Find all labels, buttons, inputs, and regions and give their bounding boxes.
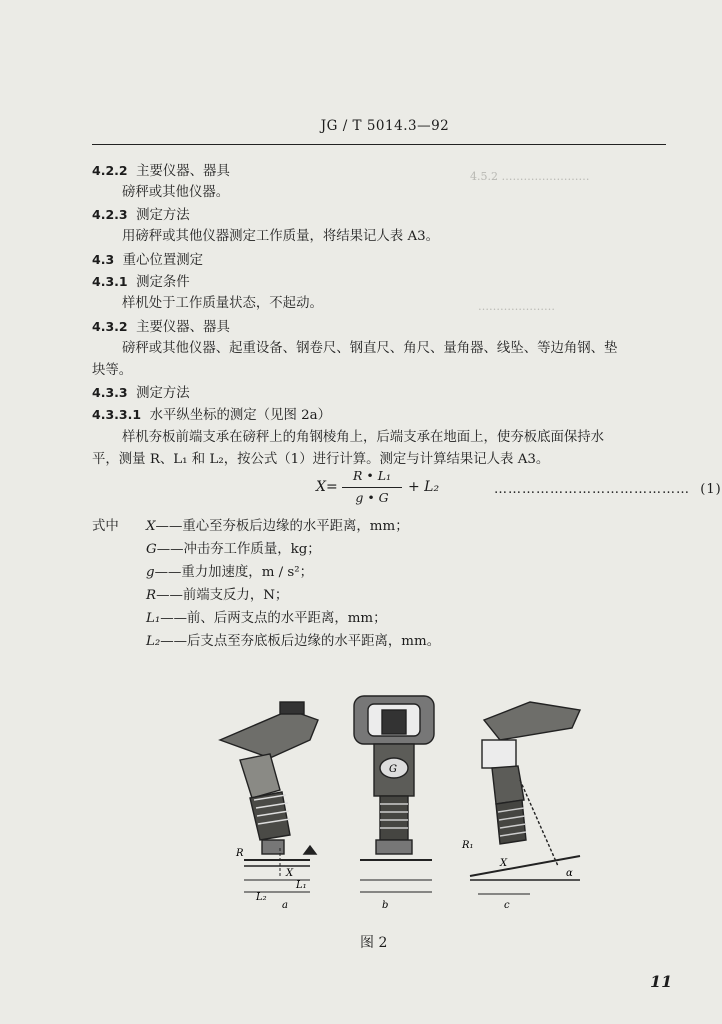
var-symbol: X xyxy=(146,519,156,534)
formula-lhs: X= xyxy=(316,479,338,495)
bleed-through: 4.5.2 …………………… xyxy=(470,170,590,183)
subcaption-c: c xyxy=(504,900,510,911)
section-number: 4.3 xyxy=(92,252,115,267)
figure-2 xyxy=(200,680,620,920)
tamper-c xyxy=(470,702,580,880)
section-title: 测定方法 xyxy=(136,208,190,223)
body-line xyxy=(122,429,604,447)
section-number: 4.3.3 xyxy=(92,385,128,400)
label-l2-a: L₂ xyxy=(256,892,267,903)
line-4-3-1 xyxy=(92,273,190,292)
var-symbol: L₁ xyxy=(146,611,161,626)
formula-numerator: R • L₁ xyxy=(352,468,392,483)
label-r-a: R xyxy=(236,848,244,859)
label-x-c: X xyxy=(500,858,508,869)
var-line xyxy=(146,518,409,536)
line-4-3-3-1 xyxy=(92,406,331,425)
body-text: 块等。 xyxy=(92,363,133,378)
var-line xyxy=(146,610,387,628)
label-alpha-c: α xyxy=(566,868,573,879)
section-number: 4.3.1 xyxy=(92,274,128,289)
section-title: 测定方法 xyxy=(136,386,190,401)
body-text: 用磅秤或其他仪器测定工作质量，将结果记人表 A3。 xyxy=(122,229,440,244)
label-x-a: X xyxy=(286,868,294,879)
label-r1-c: R₁ xyxy=(462,840,474,851)
section-number: 4.3.2 xyxy=(92,319,128,334)
section-title: 重心位置测定 xyxy=(122,253,204,268)
var-symbol: G xyxy=(146,542,157,557)
fraction-bar xyxy=(342,487,402,488)
line-4-3-3 xyxy=(92,384,190,403)
leader-dots: …………………………………… xyxy=(494,482,690,497)
formula-denominator: g • G xyxy=(355,490,389,505)
var-desc: ——冲击夯工作质量，kg； xyxy=(156,542,321,557)
var-desc: ——重力加速度，m / s²； xyxy=(154,565,314,580)
body-line xyxy=(122,184,229,202)
header-rule xyxy=(92,144,666,145)
var-symbol: R xyxy=(146,588,157,603)
line-4-2-2 xyxy=(92,162,230,181)
section-title: 测定条件 xyxy=(136,275,190,290)
body-text: 样机夯板前端支承在磅秤上的角钢棱角上，后端支承在地面上，使夯板底面保持水 xyxy=(122,430,605,445)
formula-tail: + L₂ xyxy=(408,479,440,495)
var-desc: ——前端支反力，N； xyxy=(156,588,289,603)
section-number: 4.2.2 xyxy=(92,163,128,178)
body-line xyxy=(92,451,549,469)
label-g-b: G xyxy=(389,764,397,775)
body-line xyxy=(122,228,439,246)
var-desc: ——前、后两支点的水平距离，mm； xyxy=(160,611,387,626)
body-line xyxy=(122,295,323,313)
section-title: 主要仪器、器具 xyxy=(136,164,230,179)
body-text: 样机处于工作质量状态，不起动。 xyxy=(122,296,323,311)
section-title: 主要仪器、器具 xyxy=(136,320,230,335)
figure-caption: 图 2 xyxy=(360,935,388,951)
var-desc: ——后支点至夯底板后边缘的水平距离，mm。 xyxy=(160,634,441,649)
section-number: 4.3.3.1 xyxy=(92,407,142,422)
var-desc: ——重心至夯板后边缘的水平距离，mm； xyxy=(155,519,409,534)
standard-code: JG / T 5014.3—92 xyxy=(320,118,450,134)
body-line xyxy=(122,340,617,358)
subcaption-a: a xyxy=(282,900,288,911)
subcaption-b: b xyxy=(382,900,389,911)
var-symbol: L₂ xyxy=(146,634,161,649)
section-number: 4.2.3 xyxy=(92,207,128,222)
line-4-2-3 xyxy=(92,206,190,225)
var-line xyxy=(146,564,313,582)
section-title: 水平纵坐标的测定（见图 2a） xyxy=(149,408,332,423)
body-text: 磅秤或其他仪器。 xyxy=(122,185,230,200)
label-l1-a: L₁ xyxy=(296,880,307,891)
body-line xyxy=(92,362,132,380)
line-4-3-2 xyxy=(92,318,230,337)
tamper-a xyxy=(220,702,318,866)
bleed-through: ………………… xyxy=(478,300,555,313)
body-text: 磅秤或其他仪器、起重设备、钢卷尺、钢直尺、角尺、量角器、线坠、等边角钢、垫 xyxy=(122,341,618,356)
page-number: 11 xyxy=(650,972,673,991)
var-symbol: g xyxy=(146,565,155,580)
tamper-b xyxy=(354,696,434,860)
formula-number: (1) xyxy=(700,482,722,497)
var-line xyxy=(146,587,288,605)
body-text: 平，测量 R、L₁ 和 L₂，按公式（1）进行计算。测定与计算结果记人表 A3。 xyxy=(92,452,550,467)
var-line xyxy=(146,541,321,559)
dimension-lines-b xyxy=(360,880,432,892)
line-4-3 xyxy=(92,251,203,270)
var-line xyxy=(146,633,440,651)
formula-leader xyxy=(494,482,722,497)
where-label: 式中 xyxy=(92,519,119,534)
